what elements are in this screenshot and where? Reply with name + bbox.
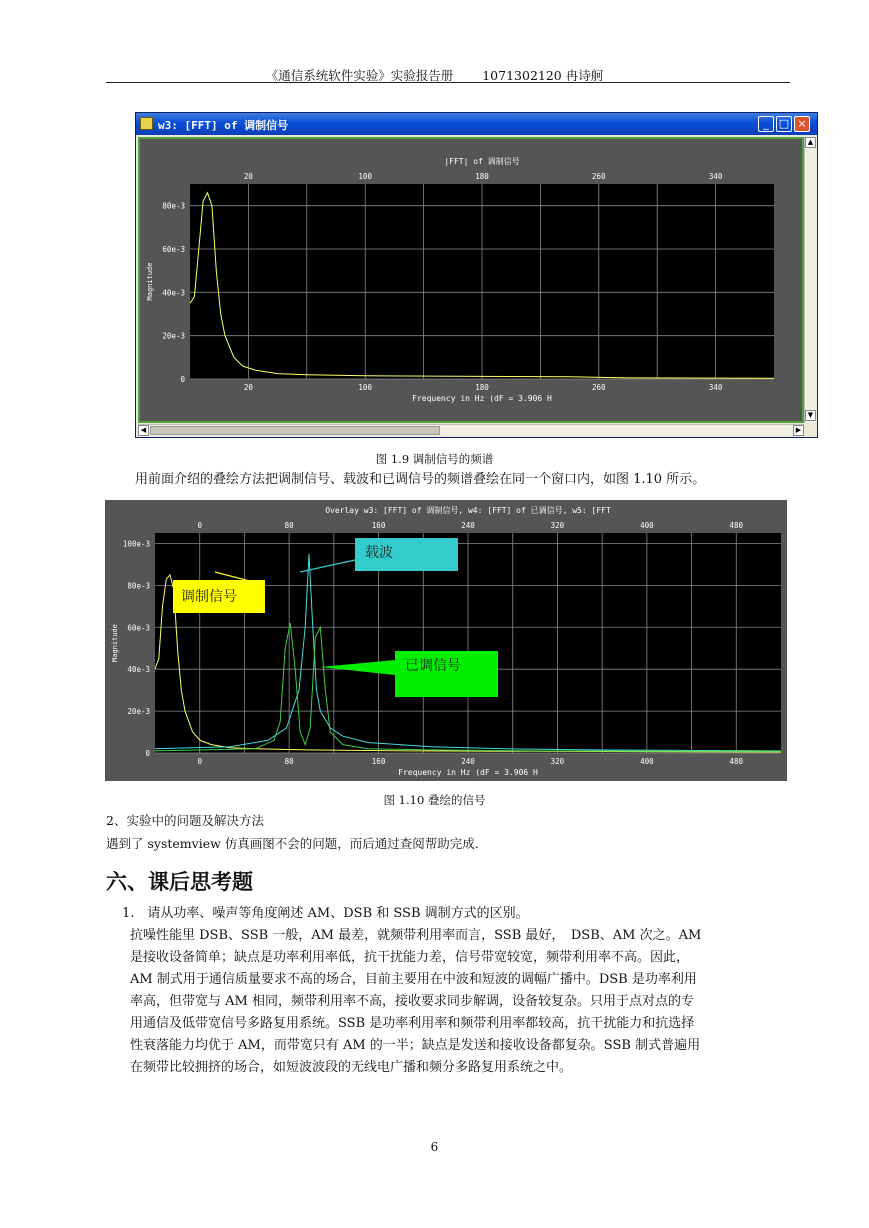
scroll-down-button[interactable]: ▼ (805, 410, 816, 421)
scroll-up-button[interactable]: ▲ (805, 137, 816, 148)
scroll-left-button[interactable]: ◀ (138, 425, 149, 436)
page-header: 《通信系统软件实验》实验报告册 1071302120 冉诗舸 (265, 68, 604, 83)
section2-title: 2、实验中的问题及解决方法 (106, 813, 264, 828)
window-title: w3: [FFT] of 调制信号 (158, 119, 289, 132)
answer-line: 是接收设备简单；缺点是功率利用率低，抗干扰能力差，信号带宽较宽，频带利用率不高。因此， (130, 950, 690, 965)
y-tick-label: 100e-3 (122, 539, 150, 549)
x-top-tick-label: 400 (640, 521, 654, 530)
y-tick-label: 20e-3 (127, 707, 150, 717)
x-bottom-tick-label: 260 (592, 383, 606, 392)
section6-heading: 六、课后思考题 (106, 870, 253, 894)
scroll-right-button[interactable]: ▶ (793, 425, 804, 436)
y-tick-label: 60e-3 (127, 623, 150, 633)
x-bottom-tick-label: 180 (475, 383, 489, 392)
y-tick-label: 20e-3 (162, 331, 185, 341)
x-bottom-tick-label: 80 (284, 757, 294, 766)
answer-line: 率高，但带宽与 AM 相同，频带利用率不高，接收要求同步解调，设备较复杂。只用于点对点的专 (130, 994, 694, 1009)
callout-modulated: 已调信号 (395, 651, 498, 697)
x-top-tick-label: 20 (243, 172, 253, 181)
x-axis-label: Frequency in Hz (dF = 3.906 H (398, 768, 538, 777)
x-top-tick-label: 0 (197, 521, 202, 530)
y-tick-label: 0 (145, 749, 150, 758)
x-axis-label: Frequency in Hz (dF = 3.906 H (412, 394, 552, 403)
y-tick-label: 40e-3 (127, 665, 150, 675)
close-button[interactable]: × (794, 116, 810, 132)
x-top-tick-label: 160 (371, 521, 386, 530)
x-bottom-tick-label: 400 (640, 757, 654, 766)
figure1-caption: 图 1.9 调制信号的频谱 (375, 452, 494, 466)
minimize-button[interactable]: _ (758, 116, 774, 132)
horizontal-scrollbar[interactable] (138, 424, 804, 436)
x-bottom-tick-label: 20 (243, 383, 253, 392)
answer-line: 用通信及低带宽信号多路复用系统。SSB 是功率利用率和频带利用率都较高，抗干扰能力和抗选择 (130, 1016, 695, 1031)
x-bottom-tick-label: 340 (708, 383, 723, 392)
answer-line: 抗噪性能里 DSB、SSB 一般，AM 最差，就频带利用率而言，SSB 最好， DSB、AM 次之。AM (130, 928, 702, 943)
x-bottom-tick-label: 240 (461, 757, 475, 766)
overlay-plot (105, 500, 787, 781)
question-1: 1. 请从功率、噪声等角度阐述 AM、DSB 和 SSB 调制方式的区别。 (122, 906, 529, 921)
chart-title: |FFT| of 调制信号 (444, 157, 520, 166)
x-top-tick-label: 340 (708, 172, 723, 181)
window-icon (140, 117, 153, 130)
x-top-tick-label: 180 (475, 172, 489, 181)
callout-modulating: 调制信号 (173, 580, 265, 613)
scroll-thumb[interactable] (150, 426, 440, 435)
figure2-caption: 图 1.10 叠绘的信号 (383, 793, 486, 807)
answer-line: 性衰落能力均优于 AM，而带宽只有 AM 的一半；缺点是发送和接收设备都复杂。SSB 制式普遍用 (130, 1038, 701, 1053)
y-tick-label: 80e-3 (127, 581, 150, 591)
callout-carrier: 载波 (355, 538, 458, 571)
x-bottom-tick-label: 480 (729, 757, 744, 766)
systemview-window (135, 112, 818, 438)
y-tick-label: 0 (180, 375, 185, 384)
y-axis-label: Magnitude (146, 262, 154, 301)
x-bottom-tick-label: 0 (197, 757, 202, 766)
chart-title: Overlay w3: [FFT] of 调制信号, w4: [FFT] of 已调信号, w5: [FFT (325, 506, 611, 515)
window-titlebar[interactable] (136, 113, 817, 135)
x-top-tick-label: 480 (729, 521, 744, 530)
maximize-button[interactable]: □ (776, 116, 792, 132)
x-bottom-tick-label: 160 (371, 757, 386, 766)
answer-line: AM 制式用于通信质量要求不高的场合，目前主要用在中波和短波的调幅广播中。DSB 是功率利用 (130, 972, 697, 987)
answer-line: 在频带比较拥挤的场合，如短波波段的无线电广播和频分多路复用系统之中。 (130, 1060, 573, 1075)
x-bottom-tick-label: 320 (550, 757, 565, 766)
fft-chart (140, 139, 802, 421)
x-top-tick-label: 320 (550, 521, 565, 530)
section2-body: 遇到了 systemview 仿真画图不会的问题，而后通过查阅帮助完成. (106, 836, 479, 851)
vertical-scrollbar[interactable] (804, 137, 816, 423)
x-top-tick-label: 100 (358, 172, 372, 181)
y-axis-label: Magnitude (111, 624, 119, 662)
y-tick-label: 40e-3 (162, 288, 185, 298)
x-top-tick-label: 240 (461, 521, 475, 530)
plot-area (138, 137, 804, 423)
x-top-tick-label: 260 (592, 172, 606, 181)
header-rule (106, 82, 790, 83)
x-top-tick-label: 80 (284, 521, 294, 530)
x-bottom-tick-label: 100 (358, 383, 372, 392)
intro-sentence: 用前面介绍的叠绘方法把调制信号、载波和已调信号的频谱叠绘在同一个窗口内，如图 1.10 所示。 (135, 472, 706, 487)
y-tick-label: 80e-3 (162, 201, 185, 211)
y-tick-label: 60e-3 (162, 245, 185, 254)
page-number: 6 (430, 1140, 439, 1154)
